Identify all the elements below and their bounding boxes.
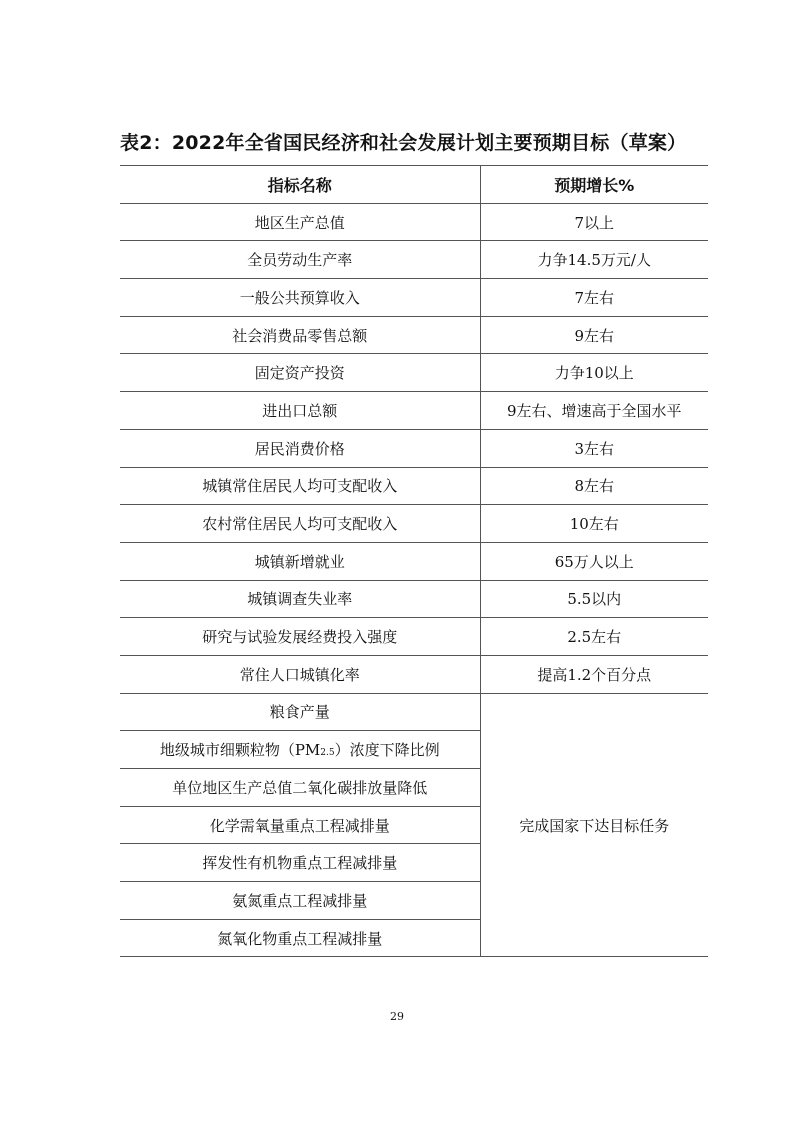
table-row [120, 467, 708, 505]
table-row [120, 354, 708, 392]
table-row [120, 505, 708, 543]
target-cell: 2.5左右 [480, 618, 708, 656]
indicator-cell: 氨氮重点工程减排量 [120, 882, 480, 920]
indicator-cell: 全员劳动生产率 [120, 241, 480, 279]
indicator-cell: 一般公共预算收入 [120, 279, 480, 317]
indicator-cell: 进出口总额 [120, 392, 480, 430]
table-header-row [120, 166, 708, 204]
table-row [120, 580, 708, 618]
table-row [120, 203, 708, 241]
table-row [120, 392, 708, 430]
target-cell: 5.5以内 [480, 580, 708, 618]
page-number: 29 [390, 1010, 404, 1023]
target-cell: 3左右 [480, 429, 708, 467]
indicator-cell: 城镇常住居民人均可支配收入 [120, 467, 480, 505]
indicator-cell: 研究与试验发展经费投入强度 [120, 618, 480, 656]
indicator-cell: 挥发性有机物重点工程减排量 [120, 844, 480, 882]
target-cell: 10左右 [480, 505, 708, 543]
table-row [120, 429, 708, 467]
target-cell: 提高1.2个百分点 [480, 655, 708, 693]
targets-table [120, 165, 708, 957]
indicator-cell: 城镇新增就业 [120, 542, 480, 580]
table-row [120, 241, 708, 279]
pm-subscript: 2.5 [320, 748, 335, 759]
target-cell: 力争14.5万元/人 [480, 241, 708, 279]
indicator-cell: 化学需氧量重点工程减排量 [120, 806, 480, 844]
target-cell: 9左右、增速高于全国水平 [480, 392, 708, 430]
indicator-cell: 氮氧化物重点工程减排量 [120, 919, 480, 957]
table-row [120, 618, 708, 656]
indicator-cell: 单位地区生产总值二氧化碳排放量降低 [120, 769, 480, 807]
table-row [120, 693, 708, 731]
table-title: 表2：2022年全省国民经济和社会发展计划主要预期目标（草案） [120, 132, 687, 154]
target-cell: 9左右 [480, 316, 708, 354]
header-indicator: 指标名称 [120, 166, 480, 204]
indicator-cell: 地区生产总值 [120, 203, 480, 241]
pm-label-pre: 地级城市细颗粒物（PM [159, 741, 321, 760]
indicator-cell: 农村常住居民人均可支配收入 [120, 505, 480, 543]
target-cell: 65万人以上 [480, 542, 708, 580]
table-row [120, 655, 708, 693]
indicator-cell [120, 731, 480, 769]
table-row [120, 316, 708, 354]
indicator-cell: 粮食产量 [120, 693, 480, 731]
indicator-cell: 城镇调查失业率 [120, 580, 480, 618]
table-row [120, 542, 708, 580]
table-row [120, 279, 708, 317]
indicator-cell: 固定资产投资 [120, 354, 480, 392]
pm-label-post: ）浓度下降比例 [334, 741, 440, 760]
indicator-cell: 社会消费品零售总额 [120, 316, 480, 354]
target-cell: 8左右 [480, 467, 708, 505]
group-target-cell: 完成国家下达目标任务 [480, 693, 708, 957]
indicator-cell: 常住人口城镇化率 [120, 655, 480, 693]
target-cell: 7以上 [480, 203, 708, 241]
target-cell: 7左右 [480, 279, 708, 317]
target-cell: 力争10以上 [480, 354, 708, 392]
indicator-cell: 居民消费价格 [120, 429, 480, 467]
header-target: 预期增长% [480, 166, 708, 204]
